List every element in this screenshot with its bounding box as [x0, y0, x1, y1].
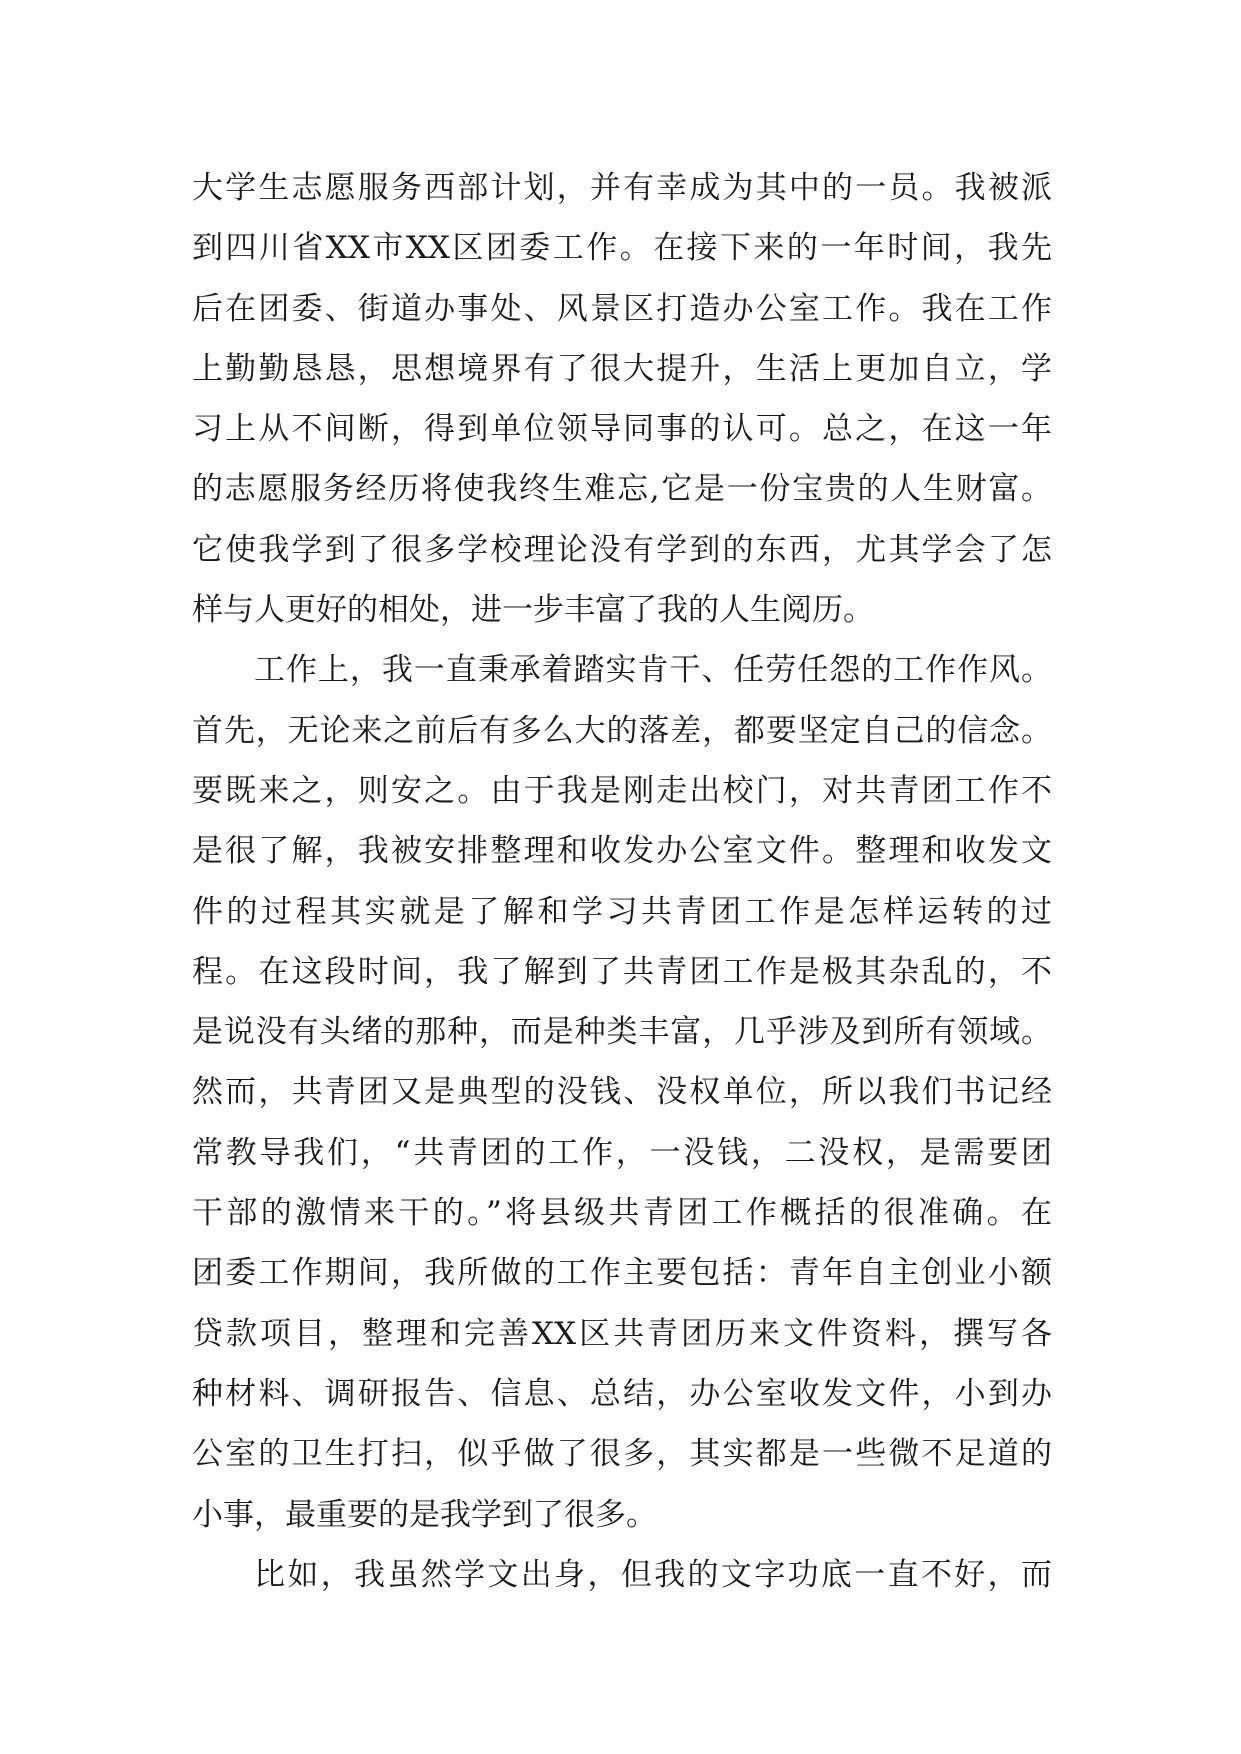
- text-line: 的志愿服务经历将使我终生难忘,它是一份宝贵的人生财富。: [192, 471, 1052, 508]
- text-line: 要既来之，则安之。由于我是刚走出校门，对共青团工作不: [192, 772, 1052, 809]
- paragraph-3: [192, 1545, 1052, 1605]
- text-line: 首先，无论来之前后有多么大的落差，都要坚定自己的信念。: [192, 712, 1052, 749]
- text-line: 干部的激情来干的。”将县级共青团工作概括的很准确。在: [192, 1195, 1052, 1232]
- paragraph-2: [192, 640, 1052, 1544]
- text-line: 是说没有头绪的那种，而是种类丰富，几乎涉及到所有领域。: [192, 1014, 1052, 1051]
- document-body: [192, 158, 1052, 1605]
- text-line: 常教导我们，“共青团的工作，一没钱，二没权，是需要团: [192, 1134, 1052, 1171]
- text-line: 然而，共青团又是典型的没钱、没权单位，所以我们书记经: [192, 1074, 1052, 1111]
- text-line: 程。在这段时间，我了解到了共青团工作是极其杂乱的，不: [192, 953, 1052, 990]
- text-line: 到四川省XX市XX区团委工作。在接下来的一年时间，我先: [192, 230, 1052, 267]
- text-line: 样与人更好的相处，进一步丰富了我的人生阅历。: [192, 592, 874, 629]
- text-line: 大学生志愿服务西部计划，并有幸成为其中的一员。我被派: [192, 170, 1052, 206]
- text-line: 贷款项目，整理和完善XX区共青团历来文件资料，撰写各: [192, 1315, 1052, 1352]
- text-line: 工作上，我一直秉承着踏实肯干、任劳任怨的工作作风。: [254, 652, 1052, 689]
- text-line: 公室的卫生打扫，似乎做了很多，其实都是一些微不足道的: [192, 1436, 1052, 1473]
- text-line: 小事，最重要的是我学到了很多。: [192, 1496, 657, 1533]
- text-line: 比如，我虽然学文出身，但我的文字功底一直不好，而: [254, 1556, 1052, 1593]
- paragraph-1: [192, 158, 1052, 640]
- text-line: 习上从不间断，得到单位领导同事的认可。总之，在这一年: [192, 411, 1052, 448]
- text-line: 它使我学到了很多学校理论没有学到的东西，尤其学会了怎: [192, 531, 1052, 568]
- text-line: 是很了解，我被安排整理和收发办公室文件。整理和收发文: [192, 833, 1052, 870]
- text-line: 件的过程其实就是了解和学习共青团工作是怎样运转的过: [192, 893, 1052, 930]
- text-line: 团委工作期间，我所做的工作主要包括：青年自主创业小额: [192, 1255, 1052, 1292]
- text-line: 后在团委、街道办事处、风景区打造办公室工作。我在工作: [192, 290, 1052, 327]
- text-line: 种材料、调研报告、信息、总结，办公室收发文件，小到办: [192, 1375, 1052, 1412]
- text-line: 上勤勤恳恳，思想境界有了很大提升，生活上更加自立，学: [192, 350, 1052, 387]
